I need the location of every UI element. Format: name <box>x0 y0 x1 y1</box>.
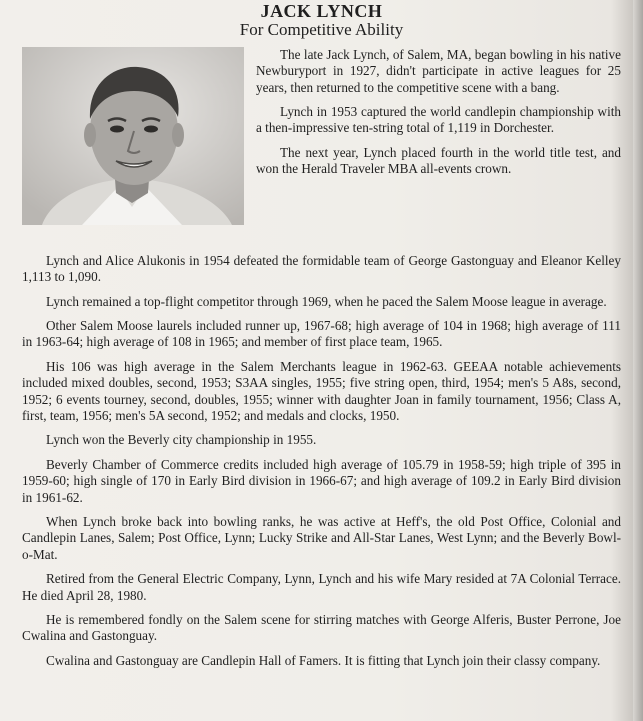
paragraph-12: He is remembered fondly on the Salem scene for stirring matches with George Alferis, Buster Perrone, Joe Cwalina and Gastonguay. <box>22 612 621 644</box>
intro-text-column <box>256 47 621 186</box>
paragraph-3: The next year, Lynch placed fourth in the world title test, and won the Herald Traveler MBA all-events crown. <box>256 144 621 177</box>
article-header <box>18 2 625 39</box>
paragraph-11: Retired from the General Electric Company, Lynn, Lynch and his wife Mary resided at 7A Colonial Terrace. He died April 28, 1980. <box>22 571 621 603</box>
intro-section <box>18 47 625 253</box>
paragraph-9: Beverly Chamber of Commerce credits included high average of 105.79 in 1958-59; high triple of 395 in 1959-60; high single of 170 in Early Bird division in 1966-67; and high average of 109.2 in Early Bird division in 1961-62. <box>22 456 621 505</box>
paragraph-6: Other Salem Moose laurels included runner up, 1967-68; high average of 104 in 1968; high average of 111 in 1963-64; high average of 108 in 1965; and member of first place team, 1965. <box>22 317 621 350</box>
paragraph-2: Lynch in 1953 captured the world candlepin championship with a then-impressive ten-string total of 1,119 in Dorchester. <box>256 103 621 136</box>
page-edge-shadow <box>633 0 643 721</box>
portrait-photo <box>22 47 244 225</box>
article-subtitle: For Competitive Ability <box>239 19 404 39</box>
paragraph-13: Cwalina and Gastonguay are Candlepin Hall of Famers. It is fitting that Lynch join their classy company. <box>46 652 601 668</box>
paragraph-10: When Lynch broke back into bowling ranks, he was active at Heff's, the old Post Office, Colonial and Candlepin Lanes, Salem; Post Office, Lynn; Lucky Strike and All-Star Lanes, West Lynn; and the Beverly Bowl-o-Mat. <box>22 514 621 562</box>
paragraph-1: The late Jack Lynch, of Salem, MA, began bowling in his native Newburyport in 1927, didn't participate in active leagues for 25 years, then returned to the competitive scene with a bang. <box>256 46 621 95</box>
article-body <box>18 253 625 670</box>
paragraph-5: Lynch remained a top-flight competitor through 1969, when he paced the Salem Moose league in average. <box>46 293 607 309</box>
article-title: JACK LYNCH <box>260 1 383 21</box>
paragraph-7: His 106 was high average in the Salem Merchants league in 1962-63. GEEAA notable achievements included mixed doubles, second, 1953; S3AA singles, 1955; five string open, third, 1954; men's 5 A8s, second, 1952; 6 events tourney, second, doubles, 1955; winner with daughter Joan in family tournament, 1956; Class A, first, team, 1956; men's 5A second, 1952; and medals and clocks, 1950. <box>22 358 621 423</box>
paragraph-8: Lynch won the Beverly city championship in 1955. <box>46 432 317 448</box>
paragraph-4: Lynch and Alice Alukonis in 1954 defeated the formidable team of George Gastonguay and Eleanor Kelley 1,113 to 1,090. <box>22 252 621 285</box>
